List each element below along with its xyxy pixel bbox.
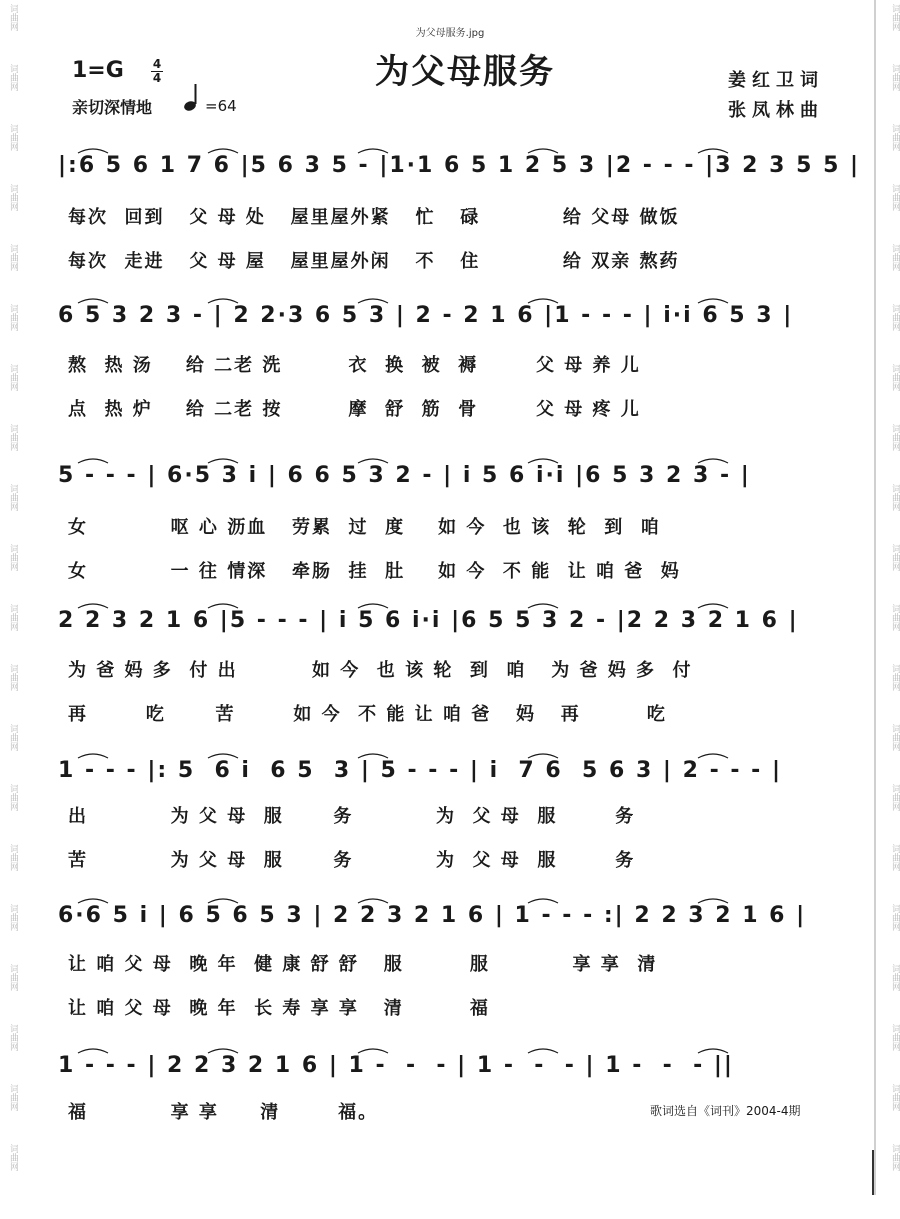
watermark-text: 词曲网 xyxy=(890,244,900,271)
file-label: 为父母服务.jpg xyxy=(415,28,485,39)
watermark-text: 词曲网 xyxy=(8,244,18,271)
watermark-group xyxy=(0,540,18,600)
watermark-text: 词曲网 xyxy=(8,64,18,91)
watermark-group xyxy=(0,660,18,720)
watermark-text: 词曲网 xyxy=(8,964,18,991)
notation-line: 1 - - - | 2 2 3 2 1 6 | 1 - - - | 1 - - - | 1 - - - || xyxy=(58,1053,734,1078)
watermark-text: 词曲网 xyxy=(890,964,900,991)
watermark-group xyxy=(882,1020,900,1080)
watermark-group xyxy=(0,240,18,300)
time-signature-top: 4 xyxy=(152,57,162,71)
right-watermark-strip xyxy=(882,0,900,1219)
watermark-group xyxy=(882,480,900,540)
watermark-group xyxy=(0,840,18,900)
watermark-text: 词曲网 xyxy=(890,1084,900,1111)
watermark-group xyxy=(882,300,900,360)
watermark-group xyxy=(0,360,18,420)
lyric-line-2: 让 咱 父 母 晚 年 长 寿 享 享 清 福 xyxy=(68,998,490,1019)
watermark-group xyxy=(882,960,900,1020)
watermark-group xyxy=(0,960,18,1020)
watermark-group xyxy=(882,420,900,480)
notation-line: |:6 5 6 1 7 6 |5 6 3 5 - |1·1 6 5 1 2 5 3 |2 - - - |3 2 3 5 5 | xyxy=(58,153,861,178)
watermark-text: 词曲网 xyxy=(8,544,18,571)
watermark-group xyxy=(0,180,18,240)
time-signature xyxy=(150,58,164,85)
watermark-text: 词曲网 xyxy=(890,424,900,451)
watermark-text: 词曲网 xyxy=(890,64,900,91)
watermark-text: 词曲网 xyxy=(890,544,900,571)
watermark-text: 词曲网 xyxy=(8,1144,18,1171)
watermark-text: 词曲网 xyxy=(890,484,900,511)
music-row xyxy=(58,600,858,642)
watermark-group xyxy=(882,600,900,660)
watermark-text: 词曲网 xyxy=(8,904,18,931)
music-row xyxy=(58,895,858,937)
watermark-text: 词曲网 xyxy=(890,724,900,751)
notation-line: 6·6 5 i | 6 5 6 5 3 | 2 2 3 2 1 6 | 1 - - - :| 2 2 3 2 1 6 | xyxy=(58,903,807,928)
watermark-text: 词曲网 xyxy=(8,124,18,151)
composer-credit: 张凤林曲 xyxy=(728,100,824,121)
lyric-line-1: 出 为 父 母 服 务 为 父 母 服 务 xyxy=(68,806,636,827)
watermark-group xyxy=(0,900,18,960)
watermark-text: 词曲网 xyxy=(890,1144,900,1171)
lyric-line-1: 熬 热 汤 给 二老 洗 衣 换 被 褥 父 母 养 儿 xyxy=(68,355,641,376)
watermark-group xyxy=(882,720,900,780)
watermark-group xyxy=(0,300,18,360)
watermark-text: 词曲网 xyxy=(890,784,900,811)
watermark-text: 词曲网 xyxy=(890,604,900,631)
tempo-marking: =64 xyxy=(205,97,237,115)
watermark-group xyxy=(882,660,900,720)
watermark-group xyxy=(882,780,900,840)
watermark-text: 词曲网 xyxy=(890,4,900,31)
watermark-group xyxy=(882,540,900,600)
watermark-text: 词曲网 xyxy=(890,304,900,331)
watermark-group xyxy=(882,900,900,960)
watermark-group xyxy=(882,120,900,180)
watermark-text: 词曲网 xyxy=(8,484,18,511)
lyric-line-2: 再 吃 苦 如 今 不 能 让 咱 爸 妈 再 吃 xyxy=(68,704,667,725)
watermark-text: 词曲网 xyxy=(8,364,18,391)
watermark-text: 词曲网 xyxy=(8,724,18,751)
watermark-group xyxy=(0,600,18,660)
right-margin-rule-dark xyxy=(872,1150,874,1195)
watermark-text: 词曲网 xyxy=(890,1024,900,1051)
watermark-text: 词曲网 xyxy=(890,364,900,391)
quarter-note-icon xyxy=(183,82,203,112)
time-signature-bottom: 4 xyxy=(152,71,162,85)
watermark-text: 词曲网 xyxy=(8,184,18,211)
watermark-text: 词曲网 xyxy=(890,664,900,691)
watermark-text: 词曲网 xyxy=(8,844,18,871)
lyric-line-2: 苦 为 父 母 服 务 为 父 母 服 务 xyxy=(68,850,636,871)
watermark-group xyxy=(882,180,900,240)
lyric-line-1: 让 咱 父 母 晚 年 健 康 舒 舒 服 服 享 享 清 xyxy=(68,954,658,975)
watermark-text: 词曲网 xyxy=(890,844,900,871)
lyric-line-2: 每次 走进 父 母 屋 屋里屋外闲 不 住 给 双亲 熬药 xyxy=(68,251,680,272)
watermark-text: 词曲网 xyxy=(890,184,900,211)
watermark-group xyxy=(0,780,18,840)
watermark-group xyxy=(0,480,18,540)
music-row xyxy=(58,295,858,337)
expression-marking: 亲切深情地 xyxy=(72,98,153,117)
watermark-group xyxy=(882,360,900,420)
watermark-text: 词曲网 xyxy=(890,124,900,151)
lyric-line-1: 每次 回到 父 母 处 屋里屋外紧 忙 碌 给 父母 做饭 xyxy=(68,207,680,228)
lyric-line-1: 女 呕 心 沥血 劳累 过 度 如 今 也 该 轮 到 咱 xyxy=(68,517,661,538)
key-signature: 1=G xyxy=(72,58,124,83)
lyric-line-1: 福 享 享 清 福。 xyxy=(68,1102,379,1123)
left-watermark-strip xyxy=(0,0,18,1219)
watermark-text: 词曲网 xyxy=(8,304,18,331)
watermark-group xyxy=(0,420,18,480)
watermark-text: 词曲网 xyxy=(8,604,18,631)
lyric-line-1: 为 爸 妈 多 付 出 如 今 也 该 轮 到 咱 为 爸 妈 多 付 xyxy=(68,660,693,681)
watermark-text: 词曲网 xyxy=(890,904,900,931)
watermark-text: 词曲网 xyxy=(8,4,18,31)
right-margin-rule xyxy=(874,0,876,1195)
music-row xyxy=(58,455,858,497)
song-title: 为父母服务 xyxy=(375,52,555,92)
watermark-text: 词曲网 xyxy=(8,664,18,691)
lyric-line-2: 点 热 炉 给 二老 按 摩 舒 筋 骨 父 母 疼 儿 xyxy=(68,399,641,420)
music-row xyxy=(58,145,861,187)
lyric-line-2: 女 一 往 情深 牵肠 挂 肚 如 今 不 能 让 咱 爸 妈 xyxy=(68,561,681,582)
notation-line: 1 - - - |: 5 6 i 6 5 3 | 5 - - - | i 7 6 5 6 3 | 2 - - - | xyxy=(58,758,782,783)
watermark-group xyxy=(0,720,18,780)
watermark-group xyxy=(882,240,900,300)
watermark-group xyxy=(0,120,18,180)
watermark-text: 词曲网 xyxy=(8,424,18,451)
watermark-group xyxy=(0,1020,18,1080)
watermark-group xyxy=(882,1140,900,1200)
notation-line: 2 2 3 2 1 6 |5 - - - | i 5 6 i·i |6 5 5 3 2 - |2 2 3 2 1 6 | xyxy=(58,608,799,633)
watermark-group xyxy=(0,1140,18,1200)
watermark-text: 词曲网 xyxy=(8,784,18,811)
watermark-group xyxy=(0,1080,18,1140)
watermark-text: 词曲网 xyxy=(8,1084,18,1111)
notation-line: 6 5 3 2 3 - | 2 2·3 6 5 3 | 2 - 2 1 6 |1 - - - | i·i 6 5 3 | xyxy=(58,303,794,328)
music-row xyxy=(58,750,858,792)
music-row xyxy=(58,1045,858,1087)
source-note: 歌词选自《词刊》2004-4期 xyxy=(650,1104,801,1118)
notation-line: 5 - - - | 6·5 3 i | 6 6 5 3 2 - | i 5 6 i·i |6 5 3 2 3 - | xyxy=(58,463,751,488)
watermark-group xyxy=(882,1080,900,1140)
lyricist-credit: 姜红卫词 xyxy=(728,70,824,91)
watermark-group xyxy=(882,840,900,900)
watermark-text: 词曲网 xyxy=(8,1024,18,1051)
